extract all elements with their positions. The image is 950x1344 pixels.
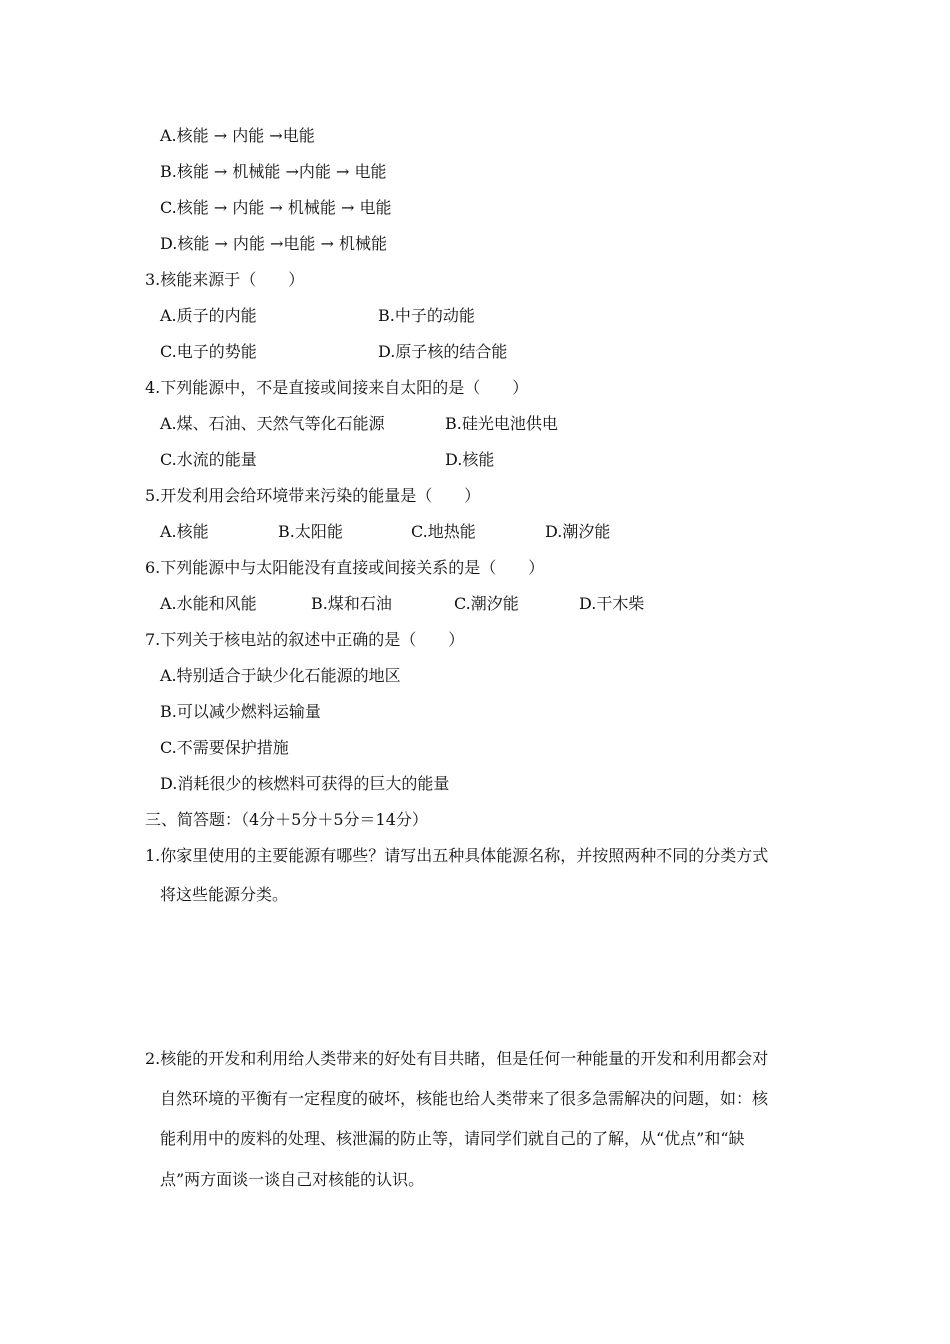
q4-option-c: C.水流的能量 [160,450,257,469]
q4-option-a: A.煤、石油、天然气等化石能源 [160,414,385,433]
q6-option-b: B.煤和石油 [311,594,392,613]
q5-option-a: A.核能 [160,522,209,541]
q3-option-d: D.原子核的结合能 [378,342,508,361]
q4-stem: 4.下列能源中，不是直接或间接来自太阳的是（ ） [145,378,529,397]
q5-option-b: B.太阳能 [278,522,343,541]
q7-option-d: D.消耗很少的核燃料可获得的巨大的能量 [160,774,450,793]
sa-q2-line2: 自然环境的平衡有一定程度的破坏，核能也给人类带来了很多急需解决的问题，如：核 [160,1089,769,1108]
q6-option-a: A.水能和风能 [160,594,257,613]
q3-option-a: A.质子的内能 [160,306,257,325]
q7-option-a: A.特别适合于缺少化石能源的地区 [160,666,401,685]
q6-stem: 6.下列能源中与太阳能没有直接或间接关系的是（ ） [145,558,545,577]
q3-stem: 3.核能来源于（ ） [145,270,305,289]
q2-option-c: C.核能 → 内能 → 机械能 → 电能 [160,198,392,217]
section3-heading: 三、简答题：（4分＋5分＋5分＝14分） [145,810,428,829]
q6-option-c: C.潮汐能 [454,594,519,613]
q7-stem: 7.下列关于核电站的叙述中正确的是（ ） [145,630,465,649]
q2-option-a: A.核能 → 内能 →电能 [160,126,315,145]
q4-option-b: B.硅光电池供电 [445,414,558,433]
q3-option-c: C.电子的势能 [160,342,257,361]
q2-option-b: B.核能 → 机械能 →内能 → 电能 [160,162,387,181]
q2-option-d: D.核能 → 内能 →电能 → 机械能 [160,234,387,253]
sa-q1-line2: 将这些能源分类。 [160,885,289,904]
q5-stem: 5.开发利用会给环境带来污染的能量是（ ） [145,486,481,505]
sa-q2-line1: 2.核能的开发和利用给人类带来的好处有目共睹，但是任何一种能量的开发和利用都会对 [145,1049,769,1068]
sa-q2-line3: 能利用中的废料的处理、核泄漏的防止等，请同学们就自己的了解，从“优点”和“缺 [160,1129,745,1148]
q7-option-b: B.可以减少燃料运输量 [160,702,321,721]
sa-q2-line4: 点”两方面谈一谈自己对核能的认识。 [160,1170,425,1189]
sa-q1-line1: 1.你家里使用的主要能源有哪些？请写出五种具体能源名称，并按照两种不同的分类方式 [145,846,769,865]
q4-option-d: D.核能 [445,450,495,469]
q5-option-d: D.潮汐能 [545,522,611,541]
q7-option-c: C.不需要保护措施 [160,738,289,757]
q6-option-d: D.干木柴 [579,594,645,613]
q3-option-b: B.中子的动能 [378,306,475,325]
q5-option-c: C.地热能 [411,522,476,541]
